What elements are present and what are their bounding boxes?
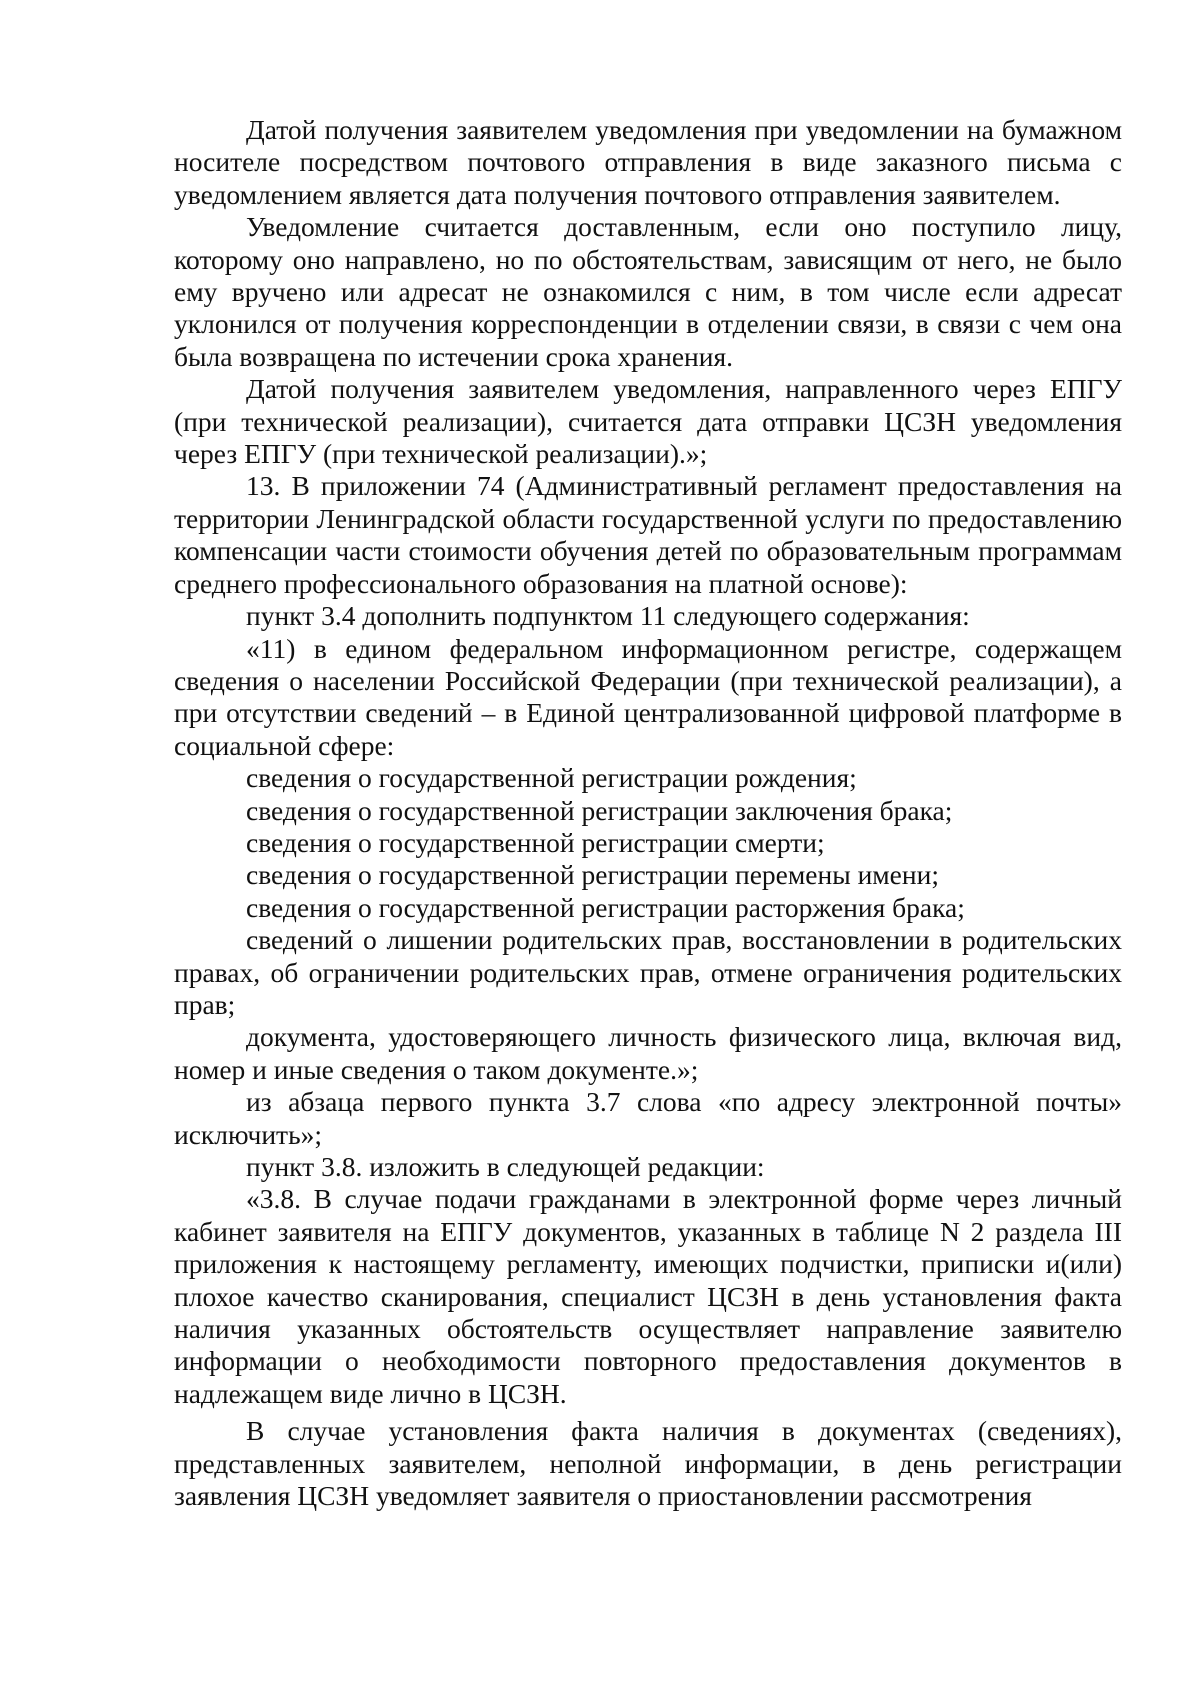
paragraph-clause-3-7-amendment: из абзаца первого пункта 3.7 слова «по адресу электронной почты» исключить»; <box>174 1086 1122 1150</box>
paragraph-subclause-11: «11) в едином федеральном информационном регистре, содержащем сведения о населении Российской Федерации (при технической реализации), а при отсутствии сведений – в Единой централизованной цифровой платформе в социальной сфере: <box>174 632 1122 761</box>
paragraph-clause-3-8-text: «3.8. В случае подачи гражданами в электронной форме через личный кабинет заявителя на ЕПГУ документов, указанных в таблице N 2 раздела III приложения к настоящему регламенту, имеющих подчистки, приписки и(или) плохое качество сканирования, специалист ЦСЗН в день установления факта наличия указанных обстоятельств осуществляет направление заявителю информации о необходимости повторного предоставления документов в надлежащем виде лично в ЦСЗН. <box>174 1183 1122 1409</box>
paragraph-notice-delivered: Уведомление считается доставленным, если оно поступило лицу, которому оно направлено, но по обстоятельствам, зависящим от него, не было ему вручено или адресат не ознакомился с ним, в том числе если адресат уклонился от получения корреспонденции в отделении связи, в связи с чем она была возвращена по истечении срока хранения. <box>174 211 1122 372</box>
list-item-parental-rights: сведений о лишении родительских прав, восстановлении в родительских правах, об ограничении родительских прав, отмене ограничения родительских прав; <box>174 924 1122 1020</box>
paragraph-notice-epgu-receipt-date: Датой получения заявителем уведомления, направленного через ЕПГУ (при технической реализации), считается дата отправки ЦСЗН уведомления через ЕПГУ (при технической реализации).»; <box>174 373 1122 470</box>
list-item-death-registration: сведения о государственной регистрации смерти; <box>246 826 825 858</box>
paragraph-clause-3-8-heading: пункт 3.8. изложить в следующей редакции: <box>246 1151 765 1182</box>
paragraph-notice-paper-receipt-date: Датой получения заявителем уведомления при уведомлении на бумажном носителе посредством почтового отправления в виде заказного письма с уведомлением является дата получения почтового отправления заявителем. <box>174 114 1122 210</box>
document-page <box>174 114 1122 1512</box>
paragraph-item-13-appendix-74: 13. В приложении 74 (Административный регламент предоставления на территории Ленинградской области государственной услуги по предоставлению компенсации части стоимости обучения детей по образовательным программам среднего профессионального образования на платной основе): <box>174 470 1122 599</box>
paragraph-incomplete-information: В случае установления факта наличия в документах (сведениях), представленных заявителем, неполной информации, в день регистрации заявления ЦСЗН уведомляет заявителя о приостановлении рассмотрения <box>174 1415 1122 1512</box>
list-item-birth-registration: сведения о государственной регистрации рождения; <box>246 762 857 794</box>
list-item-identity-document: документа, удостоверяющего личность физического лица, включая вид, номер и иные сведения о таком документе.»; <box>174 1021 1122 1085</box>
list-item-divorce-registration: сведения о государственной регистрации расторжения брака; <box>246 891 965 923</box>
paragraph-clause-3-4-amendment: пункт 3.4 дополнить подпунктом 11 следующего содержания: <box>246 600 970 632</box>
list-item-marriage-registration: сведения о государственной регистрации заключения брака; <box>246 794 953 826</box>
list-item-name-change-registration: сведения о государственной регистрации перемены имени; <box>246 859 939 891</box>
